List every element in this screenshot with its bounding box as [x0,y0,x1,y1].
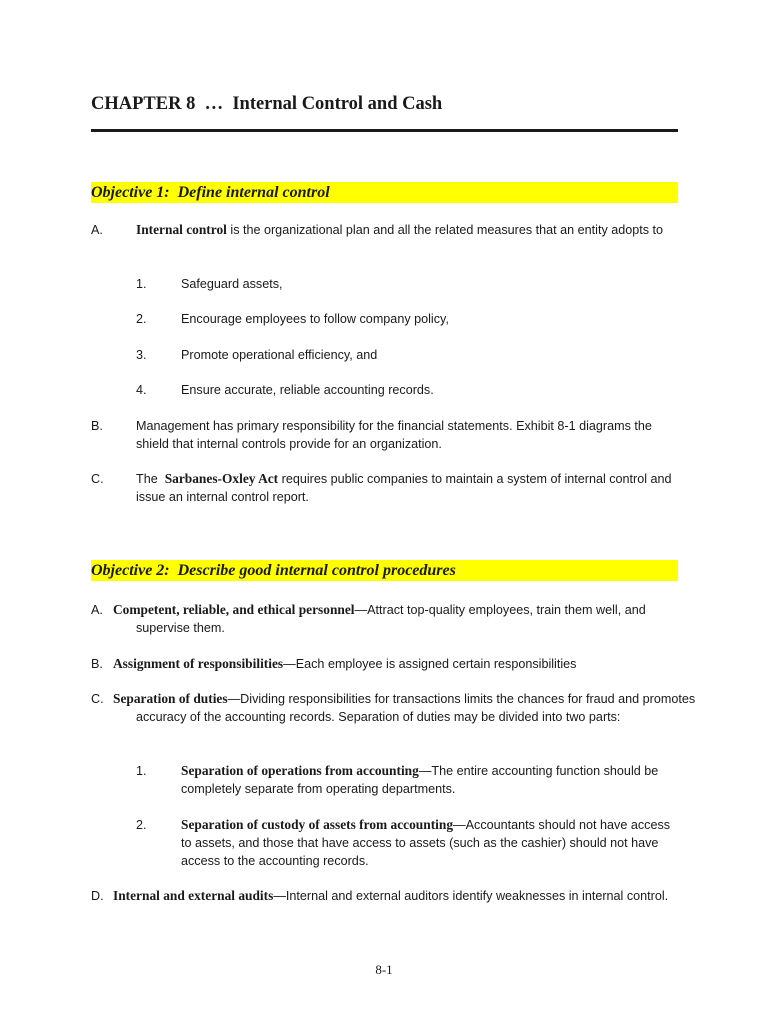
list-text [181,816,681,870]
item-marker: C. [91,692,104,706]
item-text [113,655,696,673]
objective-2-heading: Objective 2: Describe good internal control procedures [91,560,678,581]
list-marker: 1. [136,764,147,778]
item-marker: D. [91,889,104,903]
list-marker: 1. [136,277,147,291]
item-marker: B. [91,419,103,433]
definition: —Internal and external auditors identify weaknesses in internal control. [273,889,669,903]
term: Separation of custody of assets from accounting [181,817,454,832]
item-text [113,887,704,905]
definition: —Each employee is assigned certain responsibilities [283,657,577,671]
list-text: Safeguard assets, [181,277,283,291]
item-text [136,221,681,239]
lead: The [136,472,165,486]
item-marker: A. [91,603,103,617]
item-marker: C. [91,472,104,486]
term: Sarbanes-Oxley Act [164,471,279,486]
term: Internal and external audits [113,888,274,903]
definition: —The entire accounting function should be completely separate from operating departments. [181,764,659,796]
list-marker: 2. [136,312,147,326]
list-text: Ensure accurate, reliable accounting records. [181,383,434,397]
term: Internal control [136,222,227,237]
list-text [181,762,681,798]
term: Competent, reliable, and ethical personnel [113,602,355,617]
objective-1-heading: Objective 1: Define internal control [91,182,678,203]
list-text: Encourage employees to follow company policy, [181,312,449,326]
item-text: Management has primary responsibility for the financial statements. Exhibit 8-1 diagrams the shield that internal controls provide for an organization. [136,419,652,451]
item-text [113,690,704,726]
item-text [136,470,681,506]
list-marker: 4. [136,383,147,397]
item-marker: A. [91,223,103,237]
term: Separation of duties [113,691,228,706]
definition: requires public companies to maintain a system of internal control and issue an internal control report. [136,472,672,504]
chapter-title: CHAPTER 8 … Internal Control and Cash [91,94,443,114]
list-marker: 2. [136,818,147,832]
list-marker: 3. [136,348,147,362]
term: Separation of operations from accounting [181,763,419,778]
item-text [113,601,696,637]
list-text: Promote operational efficiency, and [181,348,378,362]
title-rule [91,129,678,132]
definition: is the organizational plan and all the related measures that an entity adopts to [226,223,664,237]
definition: —Attract top-quality employees, train them well, and supervise them. [136,603,646,635]
definition: —Accountants should not have access to assets, and those that have access to assets (such as the cashier) should not have access to the accounting records. [181,818,671,868]
term: Assignment of responsibilities [113,656,284,671]
page-number: 8-1 [375,962,393,977]
definition: —Dividing responsibilities for transactions limits the chances for fraud and promotes accuracy of the accounting records. Separation of duties may be divided into two parts: [136,692,696,724]
item-marker: B. [91,657,103,671]
